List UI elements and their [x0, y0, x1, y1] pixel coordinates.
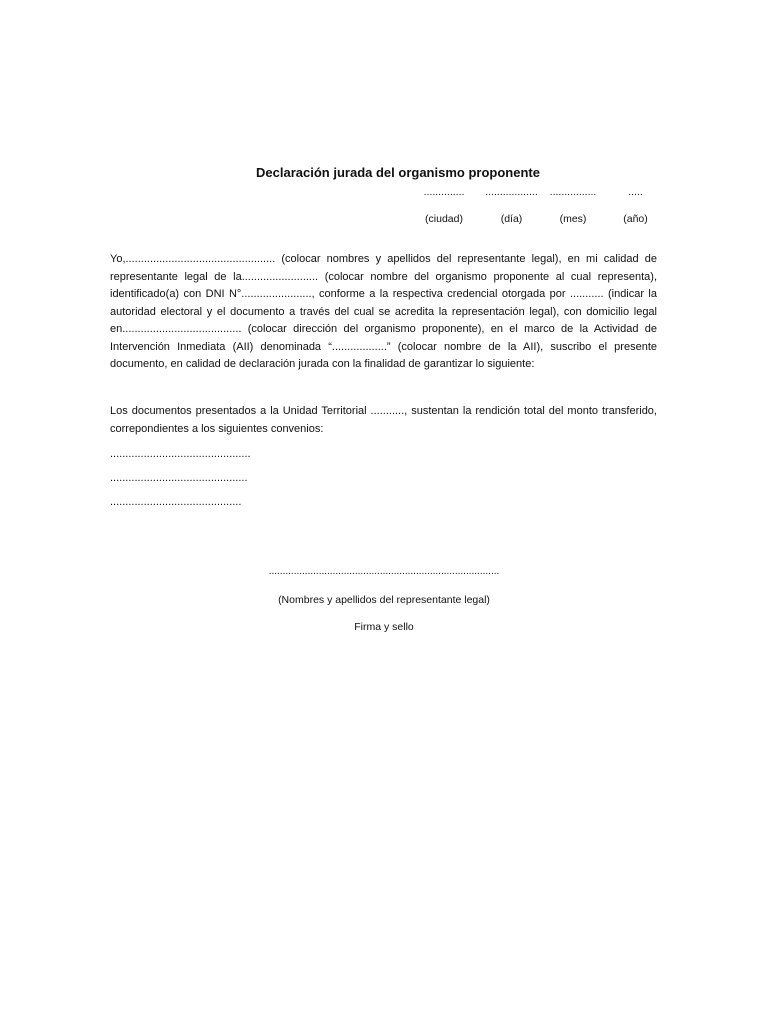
day-blank: ..................: [485, 186, 538, 198]
year-label: (año): [623, 213, 648, 225]
city-label: (ciudad): [425, 213, 463, 225]
day-label: (día): [500, 213, 523, 225]
month-blank: ................: [549, 186, 597, 198]
signature-line: ...................................................................................: [268, 566, 500, 577]
month-label: (mes): [559, 213, 587, 225]
document-title: Declaración jurada del organismo proponente: [256, 165, 540, 180]
convenios-list: [110, 442, 410, 514]
date-blanks-row: [405, 186, 665, 198]
documents-paragraph: Los documentos presentados a la Unidad Territorial ..........., sustentan la rendición total del monto transferido, correpondientes a los siguientes convenios:: [110, 405, 657, 435]
city-blank: ..............: [423, 186, 465, 198]
year-blank: .....: [628, 186, 643, 198]
convenio-blank-2: .............................................: [110, 472, 248, 484]
convenio-blank-3: ...........................................: [110, 496, 242, 508]
convenio-blank-1: ..............................................: [110, 448, 251, 460]
declaration-paragraph: Yo,................................................. (colocar nombres y apellidos del representante legal), en mi calidad de representante legal de la......................... (colocar nombre del organismo proponente al cual representa), identificado(a) con DNI N°......................., conforme a la respectiva credencial otorgada por ........... (indicar la autoridad electoral y el documento a través del cual se acredita la representación legal), con domicilio legal en....................................... (colocar dirección del organismo proponente), en el marco de la Actividad de Intervención Inmediata (AII) denominada “..................” (colocar nombre de la AII), suscribo el presente documento, en calidad de declaración jurada con la finalidad de garantizar lo siguiente:: [110, 253, 657, 370]
date-labels-row: [405, 213, 665, 225]
signature-name-label: (Nombres y apellidos del representante legal): [278, 594, 490, 606]
signature-firma-label: Firma y sello: [354, 621, 414, 633]
